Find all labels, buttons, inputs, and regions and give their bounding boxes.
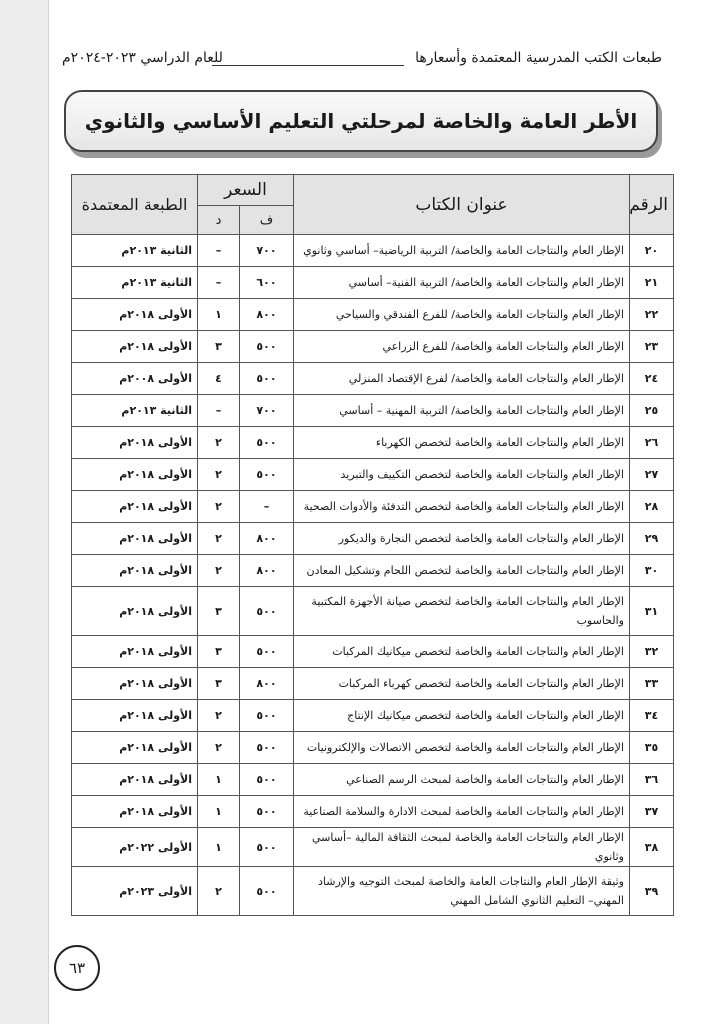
row-price-f: ٥٠٠ bbox=[240, 636, 294, 668]
row-number: ٢٣ bbox=[630, 331, 674, 363]
row-price-f: ٥٠٠ bbox=[240, 427, 294, 459]
row-price-d: – bbox=[198, 395, 240, 427]
row-edition: الأولى ٢٠١٨م bbox=[72, 764, 198, 796]
table-row bbox=[72, 523, 674, 555]
row-title: الإطار العام والنتاجات العامة والخاصة/ التربية المهنية – أساسي bbox=[294, 395, 630, 427]
row-number: ٢٦ bbox=[630, 427, 674, 459]
row-edition: الأولى ٢٠٢٣م bbox=[72, 867, 198, 916]
header-edition: الطبعة المعتمدة bbox=[72, 175, 198, 235]
row-title: الإطار العام والنتاجات العامة والخاصة/ للفرع الفندقي والسياحي bbox=[294, 299, 630, 331]
row-price-d: ٣ bbox=[198, 587, 240, 636]
row-edition: الأولى ٢٠١٨م bbox=[72, 299, 198, 331]
table-row bbox=[72, 732, 674, 764]
row-price-d: – bbox=[198, 267, 240, 299]
row-number: ٢٤ bbox=[630, 363, 674, 395]
row-number: ٣١ bbox=[630, 587, 674, 636]
row-price-d: ١ bbox=[198, 764, 240, 796]
row-title: الإطار العام والنتاجات العامة والخاصة/ التربية الرياضية– أساسي وثانوي bbox=[294, 235, 630, 267]
table-row bbox=[72, 267, 674, 299]
row-number: ٣٧ bbox=[630, 796, 674, 828]
row-price-f: ٧٠٠ bbox=[240, 395, 294, 427]
row-number: ٢٩ bbox=[630, 523, 674, 555]
table-row bbox=[72, 796, 674, 828]
row-price-f: ٨٠٠ bbox=[240, 668, 294, 700]
row-price-f: ٥٠٠ bbox=[240, 764, 294, 796]
section-title: الأطر العامة والخاصة لمرحلتي التعليم الأساسي والثانوي bbox=[84, 109, 638, 133]
row-price-d: ٢ bbox=[198, 555, 240, 587]
table-row bbox=[72, 395, 674, 427]
row-number: ٢١ bbox=[630, 267, 674, 299]
row-title: وثيقة الإطار العام والنتاجات العامة والخاصة لمبحث التوجيه والإرشاد المهني– التعليم الثانوي الشامل المهني bbox=[294, 867, 630, 916]
table-row bbox=[72, 867, 674, 916]
row-price-d: ٢ bbox=[198, 700, 240, 732]
table-row bbox=[72, 700, 674, 732]
row-edition: الأولى ٢٠١٨م bbox=[72, 459, 198, 491]
row-price-f: ٥٠٠ bbox=[240, 796, 294, 828]
row-number: ٢٠ bbox=[630, 235, 674, 267]
row-title: الإطار العام والنتاجات العامة والخاصة لتخصص كهرباء المركبات bbox=[294, 668, 630, 700]
row-price-d: ٢ bbox=[198, 867, 240, 916]
row-price-f: ٨٠٠ bbox=[240, 523, 294, 555]
row-edition: الأولى ٢٠١٨م bbox=[72, 427, 198, 459]
row-number: ٣٠ bbox=[630, 555, 674, 587]
table-row bbox=[72, 235, 674, 267]
row-edition: الأولى ٢٠١٨م bbox=[72, 331, 198, 363]
row-price-d: ٣ bbox=[198, 668, 240, 700]
row-price-f: – bbox=[240, 491, 294, 523]
row-edition: الأولى ٢٠١٨م bbox=[72, 700, 198, 732]
header-number: الرقم bbox=[630, 175, 674, 235]
row-number: ٢٨ bbox=[630, 491, 674, 523]
row-edition: الأولى ٢٠١٨م bbox=[72, 668, 198, 700]
table-row bbox=[72, 331, 674, 363]
books-table bbox=[71, 174, 674, 916]
row-edition: الأولى ٢٠١٨م bbox=[72, 796, 198, 828]
row-price-f: ٥٠٠ bbox=[240, 867, 294, 916]
header-title-col: عنوان الكتاب bbox=[294, 175, 630, 235]
row-price-f: ٨٠٠ bbox=[240, 555, 294, 587]
row-number: ٣٩ bbox=[630, 867, 674, 916]
table-row bbox=[72, 587, 674, 636]
row-edition: الأولى ٢٠١٨م bbox=[72, 732, 198, 764]
table-body bbox=[72, 235, 674, 916]
row-title: الإطار العام والنتاجات العامة والخاصة لتخصص الاتصالات والإلكترونيات bbox=[294, 732, 630, 764]
row-edition: الأولى ٢٠١٨م bbox=[72, 491, 198, 523]
row-edition: الثانية ٢٠١٣م bbox=[72, 267, 198, 299]
header-price-f: ف bbox=[240, 206, 294, 235]
table-row bbox=[72, 668, 674, 700]
table-row bbox=[72, 636, 674, 668]
row-edition: الثانية ٢٠١٣م bbox=[72, 395, 198, 427]
row-price-d: ٢ bbox=[198, 459, 240, 491]
row-title: الإطار العام والنتاجات العامة والخاصة لتخصص ميكانيك الإنتاج bbox=[294, 700, 630, 732]
header-title: طبعات الكتب المدرسية المعتمدة وأسعارها bbox=[415, 50, 662, 66]
row-number: ٢٥ bbox=[630, 395, 674, 427]
row-price-f: ٥٠٠ bbox=[240, 732, 294, 764]
row-number: ٢٧ bbox=[630, 459, 674, 491]
row-number: ٣٢ bbox=[630, 636, 674, 668]
row-price-d: ٤ bbox=[198, 363, 240, 395]
row-edition: الأولى ٢٠٢٢م bbox=[72, 828, 198, 867]
table-row bbox=[72, 427, 674, 459]
table-row bbox=[72, 459, 674, 491]
table-row bbox=[72, 828, 674, 867]
row-edition: الأولى ٢٠٠٨م bbox=[72, 363, 198, 395]
page-number: ٦٣ bbox=[68, 959, 86, 977]
row-price-f: ٦٠٠ bbox=[240, 267, 294, 299]
row-price-f: ٨٠٠ bbox=[240, 299, 294, 331]
row-title: الإطار العام والنتاجات العامة والخاصة لتخصص ميكانيك المركبات bbox=[294, 636, 630, 668]
row-title: الإطار العام والنتاجات العامة والخاصة لتخصص التكييف والتبريد bbox=[294, 459, 630, 491]
row-title: الإطار العام والنتاجات العامة والخاصة لتخصص اللحام وتشكيل المعادن bbox=[294, 555, 630, 587]
table-row bbox=[72, 764, 674, 796]
row-number: ٣٥ bbox=[630, 732, 674, 764]
row-price-d: ١ bbox=[198, 796, 240, 828]
row-edition: الأولى ٢٠١٨م bbox=[72, 587, 198, 636]
row-edition: الثانية ٢٠١٣م bbox=[72, 235, 198, 267]
row-price-d: ٢ bbox=[198, 732, 240, 764]
header-price: السعر bbox=[198, 175, 294, 206]
row-title: الإطار العام والنتاجات العامة والخاصة لتخصص الكهرباء bbox=[294, 427, 630, 459]
row-title: الإطار العام والنتاجات العامة والخاصة لتخصص التدفئة والأدوات الصحية bbox=[294, 491, 630, 523]
row-price-d: ٣ bbox=[198, 636, 240, 668]
header-rule bbox=[212, 65, 404, 66]
row-price-d: ٢ bbox=[198, 427, 240, 459]
row-price-f: ٥٠٠ bbox=[240, 331, 294, 363]
row-price-f: ٥٠٠ bbox=[240, 459, 294, 491]
row-number: ٣٤ bbox=[630, 700, 674, 732]
row-price-d: ١ bbox=[198, 828, 240, 867]
row-number: ٢٢ bbox=[630, 299, 674, 331]
row-title: الإطار العام والنتاجات العامة والخاصة لمبحث الرسم الصناعي bbox=[294, 764, 630, 796]
row-price-f: ٥٠٠ bbox=[240, 828, 294, 867]
table-row bbox=[72, 299, 674, 331]
row-number: ٣٨ bbox=[630, 828, 674, 867]
row-number: ٣٣ bbox=[630, 668, 674, 700]
left-margin-line bbox=[48, 0, 49, 1024]
table-row bbox=[72, 491, 674, 523]
header-year: للعام الدراسي ٢٠٢٣-٢٠٢٤م bbox=[62, 50, 223, 66]
row-price-d: ٢ bbox=[198, 491, 240, 523]
row-price-f: ٧٠٠ bbox=[240, 235, 294, 267]
row-price-f: ٥٠٠ bbox=[240, 363, 294, 395]
row-price-d: ٢ bbox=[198, 523, 240, 555]
page-number-badge bbox=[54, 945, 100, 991]
row-number: ٣٦ bbox=[630, 764, 674, 796]
row-price-d: – bbox=[198, 235, 240, 267]
row-edition: الأولى ٢٠١٨م bbox=[72, 523, 198, 555]
row-title: الإطار العام والنتاجات العامة والخاصة لتخصص النجارة والديكور bbox=[294, 523, 630, 555]
row-title: الإطار العام والنتاجات العامة والخاصة لتخصص صيانة الأجهزة المكتبية والحاسوب bbox=[294, 587, 630, 636]
row-title: الإطار العام والنتاجات العامة والخاصة لمبحث الادارة والسلامة الصناعية bbox=[294, 796, 630, 828]
row-price-d: ١ bbox=[198, 299, 240, 331]
header-price-d: د bbox=[198, 206, 240, 235]
running-header bbox=[62, 46, 662, 76]
row-title: الإطار العام والنتاجات العامة والخاصة/ التربية الفنية– أساسي bbox=[294, 267, 630, 299]
row-title: الإطار العام والنتاجات العامة والخاصة لمبحث الثقافة المالية –أساسي وثانوي bbox=[294, 828, 630, 867]
left-margin-strip bbox=[0, 0, 48, 1024]
row-title: الإطار العام والنتاجات العامة والخاصة/ للفرع الزراعي bbox=[294, 331, 630, 363]
table-row bbox=[72, 555, 674, 587]
row-price-f: ٥٠٠ bbox=[240, 700, 294, 732]
row-title: الإطار العام والنتاجات العامة والخاصة/ لفرع الإقتصاد المنزلي bbox=[294, 363, 630, 395]
section-banner bbox=[64, 90, 658, 152]
row-edition: الأولى ٢٠١٨م bbox=[72, 636, 198, 668]
row-edition: الأولى ٢٠١٨م bbox=[72, 555, 198, 587]
table-row bbox=[72, 363, 674, 395]
row-price-d: ٣ bbox=[198, 331, 240, 363]
row-price-f: ٥٠٠ bbox=[240, 587, 294, 636]
